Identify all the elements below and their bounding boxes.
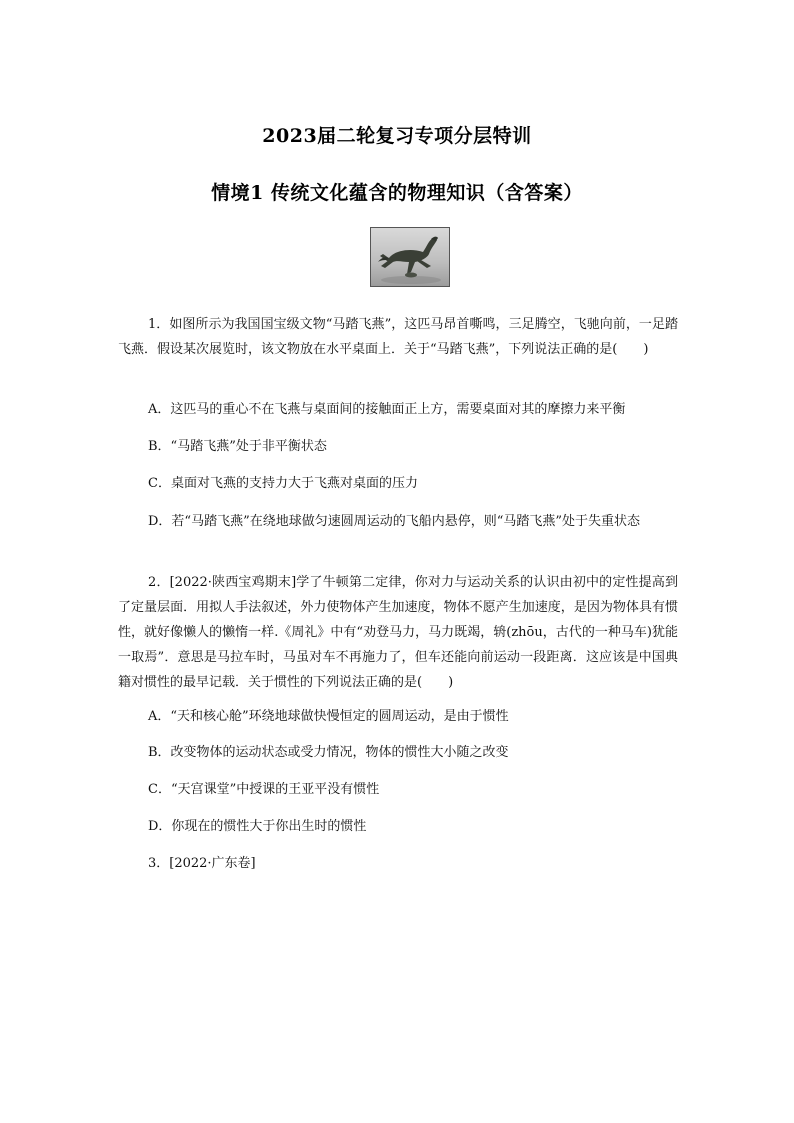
horse-figure-drawing <box>371 228 449 286</box>
document-subtitle: 情境1 传统文化蕴含的物理知识（含答案） <box>211 182 583 204</box>
question-1-option-a: A．这匹马的重心不在飞燕与桌面间的接触面正上方，需要桌面对其的摩擦力来平衡 <box>148 402 626 417</box>
question-1-option-d: D．若“马踏飞燕”在绕地球做匀速圆周运动的飞船内悬停，则“马踏飞燕”处于失重状态 <box>148 514 641 529</box>
question-2-option-b: B．改变物体的运动状态或受力情况，物体的惯性大小随之改变 <box>148 745 509 760</box>
question-2-option-a: A．“天和核心舱”环绕地球做快慢恒定的圆周运动，是由于惯性 <box>148 709 509 724</box>
question-3-stem: 3．[2022·广东卷] <box>148 856 256 871</box>
question-1-option-b: B．“马踏飞燕”处于非平衡状态 <box>148 439 327 454</box>
document-title: 2023届二轮复习专项分层特训 <box>262 125 532 147</box>
question-1-option-c: C．桌面对飞燕的支持力大于飞燕对桌面的压力 <box>148 476 418 491</box>
bronze-galloping-horse-image <box>370 227 450 287</box>
question-2-option-c: C．“天宫课堂”中授课的王亚平没有惯性 <box>148 782 380 797</box>
question-1-stem: 1．如图所示为我国国宝级文物“马踏飞燕”，这匹马昂首嘶鸣，三足腾空，飞驰向前，一足踏飞燕．假设某次展览时，该文物放在水平桌面上．关于“马踏飞燕”，下列说法正确的是( ) <box>118 317 678 357</box>
question-2-option-d: D．你现在的惯性大于你出生时的惯性 <box>148 819 367 834</box>
question-2-stem: 2．[2022·陕西宝鸡期末]学了牛顿第二定律，你对力与运动关系的认识由初中的定性提高到了定量层面．用拟人手法叙述，外力使物体产生加速度，物体不愿产生加速度，是因为物体具有惯性，就好像懒人的懒惰一样.《周礼》中有“劝登马力，马力既竭，辀(zhōu，古代的一种马车)犹能一取焉”．意思是马拉车时，马虽对车不再施力了，但车还能向前运动一段距离．这应该是中国典籍对惯性的最早记载．关于惯性的下列说法正确的是( ) <box>118 575 678 690</box>
